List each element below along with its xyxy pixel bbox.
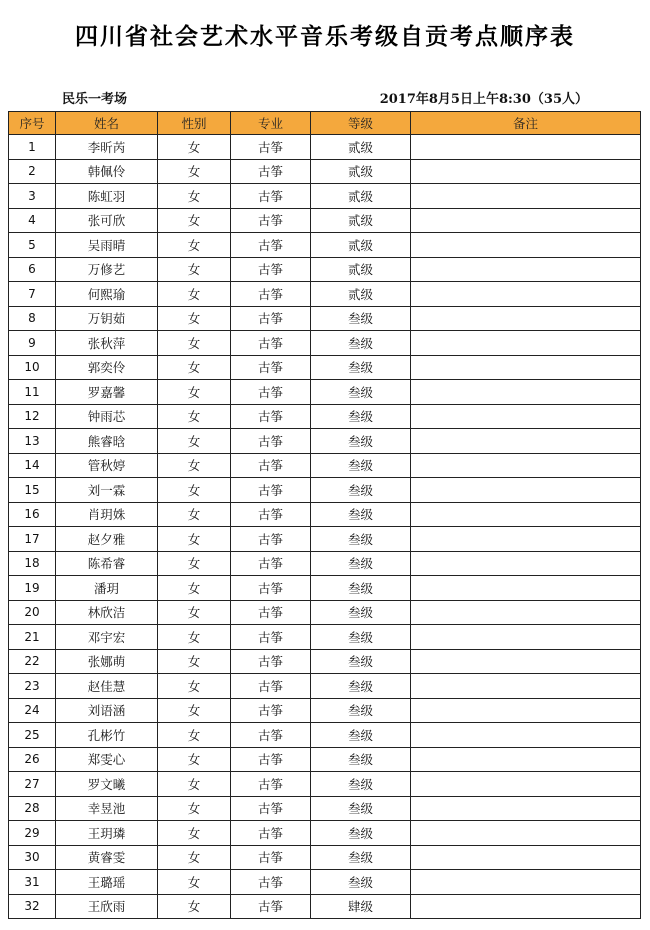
cell-grade: 叁级 xyxy=(311,723,411,748)
cell-number: 7 xyxy=(9,282,56,307)
table-row xyxy=(9,135,641,160)
table-row xyxy=(9,208,641,233)
cell-gender: 女 xyxy=(158,894,231,919)
roster-table xyxy=(8,111,641,919)
cell-gender: 女 xyxy=(158,306,231,331)
venue-label: 民乐一考场 xyxy=(62,92,128,107)
cell-major: 古筝 xyxy=(231,845,311,870)
cell-remarks xyxy=(411,894,641,919)
cell-number: 12 xyxy=(9,404,56,429)
cell-name: 林欣洁 xyxy=(56,600,158,625)
column-header-number: 序号 xyxy=(9,112,56,135)
cell-number: 6 xyxy=(9,257,56,282)
cell-major: 古筝 xyxy=(231,747,311,772)
cell-gender: 女 xyxy=(158,184,231,209)
table-row xyxy=(9,453,641,478)
cell-grade: 叁级 xyxy=(311,674,411,699)
cell-name: 张秋萍 xyxy=(56,331,158,356)
cell-name: 刘语涵 xyxy=(56,698,158,723)
table-row xyxy=(9,576,641,601)
cell-name: 王璐瑶 xyxy=(56,870,158,895)
cell-major: 古筝 xyxy=(231,796,311,821)
cell-grade: 叁级 xyxy=(311,453,411,478)
table-row xyxy=(9,870,641,895)
cell-major: 古筝 xyxy=(231,894,311,919)
cell-number: 28 xyxy=(9,796,56,821)
cell-gender: 女 xyxy=(158,478,231,503)
cell-number: 21 xyxy=(9,625,56,650)
cell-number: 31 xyxy=(9,870,56,895)
cell-name: 王欣雨 xyxy=(56,894,158,919)
cell-grade: 叁级 xyxy=(311,502,411,527)
cell-grade: 叁级 xyxy=(311,551,411,576)
cell-remarks xyxy=(411,551,641,576)
cell-remarks xyxy=(411,576,641,601)
cell-number: 11 xyxy=(9,380,56,405)
cell-gender: 女 xyxy=(158,159,231,184)
cell-major: 古筝 xyxy=(231,478,311,503)
cell-gender: 女 xyxy=(158,527,231,552)
cell-major: 古筝 xyxy=(231,674,311,699)
cell-name: 管秋婷 xyxy=(56,453,158,478)
cell-remarks xyxy=(411,870,641,895)
cell-major: 古筝 xyxy=(231,551,311,576)
table-row xyxy=(9,723,641,748)
cell-gender: 女 xyxy=(158,674,231,699)
table-row xyxy=(9,478,641,503)
cell-gender: 女 xyxy=(158,845,231,870)
cell-grade: 叁级 xyxy=(311,527,411,552)
cell-number: 19 xyxy=(9,576,56,601)
cell-grade: 叁级 xyxy=(311,698,411,723)
table-row xyxy=(9,233,641,258)
cell-gender: 女 xyxy=(158,649,231,674)
cell-major: 古筝 xyxy=(231,576,311,601)
cell-name: 陈虹羽 xyxy=(56,184,158,209)
cell-gender: 女 xyxy=(158,257,231,282)
cell-gender: 女 xyxy=(158,331,231,356)
cell-grade: 叁级 xyxy=(311,747,411,772)
table-row xyxy=(9,747,641,772)
cell-major: 古筝 xyxy=(231,723,311,748)
cell-number: 16 xyxy=(9,502,56,527)
cell-name: 万钥茹 xyxy=(56,306,158,331)
cell-remarks xyxy=(411,257,641,282)
cell-grade: 叁级 xyxy=(311,576,411,601)
cell-name: 李昕芮 xyxy=(56,135,158,160)
cell-grade: 叁级 xyxy=(311,625,411,650)
table-row xyxy=(9,845,641,870)
page-title: 四川省社会艺术水平音乐考级自贡考点顺序表 xyxy=(75,24,575,50)
cell-name: 张娜萌 xyxy=(56,649,158,674)
cell-number: 18 xyxy=(9,551,56,576)
cell-number: 22 xyxy=(9,649,56,674)
cell-major: 古筝 xyxy=(231,331,311,356)
cell-grade: 叁级 xyxy=(311,404,411,429)
cell-gender: 女 xyxy=(158,208,231,233)
cell-grade: 叁级 xyxy=(311,478,411,503)
cell-name: 陈希睿 xyxy=(56,551,158,576)
cell-number: 27 xyxy=(9,772,56,797)
cell-name: 吴雨晴 xyxy=(56,233,158,258)
cell-name: 潘玥 xyxy=(56,576,158,601)
cell-remarks xyxy=(411,600,641,625)
cell-number: 13 xyxy=(9,429,56,454)
cell-major: 古筝 xyxy=(231,159,311,184)
cell-name: 郑雯心 xyxy=(56,747,158,772)
table-row xyxy=(9,600,641,625)
cell-number: 20 xyxy=(9,600,56,625)
cell-grade: 贰级 xyxy=(311,184,411,209)
cell-gender: 女 xyxy=(158,576,231,601)
cell-remarks xyxy=(411,723,641,748)
cell-gender: 女 xyxy=(158,870,231,895)
cell-gender: 女 xyxy=(158,355,231,380)
cell-grade: 贰级 xyxy=(311,257,411,282)
cell-number: 25 xyxy=(9,723,56,748)
cell-major: 古筝 xyxy=(231,135,311,160)
cell-remarks xyxy=(411,135,641,160)
cell-remarks xyxy=(411,698,641,723)
cell-grade: 贰级 xyxy=(311,159,411,184)
cell-gender: 女 xyxy=(158,772,231,797)
cell-major: 古筝 xyxy=(231,208,311,233)
table-header-row xyxy=(9,112,641,135)
cell-remarks xyxy=(411,306,641,331)
cell-gender: 女 xyxy=(158,233,231,258)
cell-major: 古筝 xyxy=(231,257,311,282)
cell-name: 邓宇宏 xyxy=(56,625,158,650)
cell-grade: 叁级 xyxy=(311,649,411,674)
cell-remarks xyxy=(411,747,641,772)
table-row xyxy=(9,380,641,405)
cell-grade: 叁级 xyxy=(311,821,411,846)
cell-remarks xyxy=(411,355,641,380)
cell-major: 古筝 xyxy=(231,282,311,307)
cell-remarks xyxy=(411,429,641,454)
cell-name: 何熙瑜 xyxy=(56,282,158,307)
cell-name: 罗嘉馨 xyxy=(56,380,158,405)
column-header-major: 专业 xyxy=(231,112,311,135)
cell-major: 古筝 xyxy=(231,625,311,650)
cell-name: 钟雨芯 xyxy=(56,404,158,429)
cell-major: 古筝 xyxy=(231,306,311,331)
table-row xyxy=(9,674,641,699)
cell-number: 1 xyxy=(9,135,56,160)
table-row xyxy=(9,772,641,797)
table-row xyxy=(9,821,641,846)
cell-gender: 女 xyxy=(158,453,231,478)
cell-major: 古筝 xyxy=(231,233,311,258)
cell-remarks xyxy=(411,625,641,650)
cell-major: 古筝 xyxy=(231,821,311,846)
cell-number: 9 xyxy=(9,331,56,356)
cell-grade: 贰级 xyxy=(311,233,411,258)
cell-grade: 贰级 xyxy=(311,135,411,160)
cell-number: 10 xyxy=(9,355,56,380)
cell-gender: 女 xyxy=(158,600,231,625)
cell-remarks xyxy=(411,796,641,821)
cell-grade: 叁级 xyxy=(311,600,411,625)
cell-major: 古筝 xyxy=(231,184,311,209)
table-body xyxy=(9,135,641,919)
cell-name: 孔彬竹 xyxy=(56,723,158,748)
table-row xyxy=(9,184,641,209)
cell-remarks xyxy=(411,282,641,307)
table-row xyxy=(9,527,641,552)
cell-grade: 叁级 xyxy=(311,845,411,870)
cell-number: 2 xyxy=(9,159,56,184)
table-row xyxy=(9,625,641,650)
cell-major: 古筝 xyxy=(231,698,311,723)
cell-name: 韩佩伶 xyxy=(56,159,158,184)
cell-grade: 叁级 xyxy=(311,380,411,405)
cell-name: 刘一霖 xyxy=(56,478,158,503)
cell-gender: 女 xyxy=(158,551,231,576)
cell-major: 古筝 xyxy=(231,502,311,527)
cell-gender: 女 xyxy=(158,502,231,527)
cell-number: 24 xyxy=(9,698,56,723)
cell-number: 14 xyxy=(9,453,56,478)
table-row xyxy=(9,796,641,821)
cell-name: 王玥璘 xyxy=(56,821,158,846)
cell-remarks xyxy=(411,845,641,870)
cell-number: 8 xyxy=(9,306,56,331)
cell-name: 黄睿雯 xyxy=(56,845,158,870)
column-header-gender: 性别 xyxy=(158,112,231,135)
cell-gender: 女 xyxy=(158,380,231,405)
cell-gender: 女 xyxy=(158,723,231,748)
cell-major: 古筝 xyxy=(231,649,311,674)
cell-major: 古筝 xyxy=(231,429,311,454)
cell-remarks xyxy=(411,453,641,478)
table-row xyxy=(9,551,641,576)
cell-number: 26 xyxy=(9,747,56,772)
cell-name: 罗文曦 xyxy=(56,772,158,797)
cell-grade: 叁级 xyxy=(311,870,411,895)
cell-remarks xyxy=(411,233,641,258)
cell-gender: 女 xyxy=(158,747,231,772)
cell-remarks xyxy=(411,208,641,233)
table-row xyxy=(9,404,641,429)
cell-name: 郭奕伶 xyxy=(56,355,158,380)
cell-number: 17 xyxy=(9,527,56,552)
cell-grade: 叁级 xyxy=(311,331,411,356)
table-row xyxy=(9,282,641,307)
cell-gender: 女 xyxy=(158,429,231,454)
cell-name: 赵佳慧 xyxy=(56,674,158,699)
cell-major: 古筝 xyxy=(231,870,311,895)
cell-grade: 贰级 xyxy=(311,208,411,233)
cell-major: 古筝 xyxy=(231,355,311,380)
cell-gender: 女 xyxy=(158,698,231,723)
cell-number: 29 xyxy=(9,821,56,846)
cell-major: 古筝 xyxy=(231,404,311,429)
cell-remarks xyxy=(411,674,641,699)
cell-grade: 肆级 xyxy=(311,894,411,919)
table-row xyxy=(9,331,641,356)
cell-major: 古筝 xyxy=(231,600,311,625)
cell-gender: 女 xyxy=(158,404,231,429)
cell-remarks xyxy=(411,159,641,184)
cell-number: 32 xyxy=(9,894,56,919)
table-row xyxy=(9,894,641,919)
table-row xyxy=(9,649,641,674)
table-row xyxy=(9,502,641,527)
cell-number: 3 xyxy=(9,184,56,209)
cell-major: 古筝 xyxy=(231,772,311,797)
column-header-name: 姓名 xyxy=(56,112,158,135)
cell-gender: 女 xyxy=(158,821,231,846)
cell-remarks xyxy=(411,502,641,527)
cell-grade: 贰级 xyxy=(311,282,411,307)
cell-name: 幸昱池 xyxy=(56,796,158,821)
cell-number: 4 xyxy=(9,208,56,233)
cell-number: 5 xyxy=(9,233,56,258)
cell-remarks xyxy=(411,649,641,674)
cell-major: 古筝 xyxy=(231,380,311,405)
table-row xyxy=(9,257,641,282)
table-row xyxy=(9,306,641,331)
cell-name: 万修艺 xyxy=(56,257,158,282)
cell-remarks xyxy=(411,380,641,405)
schedule-label: 2017年8月5日上午8:30（35人） xyxy=(379,92,588,107)
cell-grade: 叁级 xyxy=(311,355,411,380)
cell-number: 30 xyxy=(9,845,56,870)
table-row xyxy=(9,698,641,723)
cell-name: 熊睿晗 xyxy=(56,429,158,454)
cell-major: 古筝 xyxy=(231,527,311,552)
cell-gender: 女 xyxy=(158,282,231,307)
cell-grade: 叁级 xyxy=(311,772,411,797)
table-row xyxy=(9,159,641,184)
cell-name: 肖玥姝 xyxy=(56,502,158,527)
cell-remarks xyxy=(411,821,641,846)
cell-number: 15 xyxy=(9,478,56,503)
cell-name: 张可欣 xyxy=(56,208,158,233)
cell-grade: 叁级 xyxy=(311,306,411,331)
cell-gender: 女 xyxy=(158,625,231,650)
cell-remarks xyxy=(411,527,641,552)
cell-grade: 叁级 xyxy=(311,796,411,821)
table-row xyxy=(9,429,641,454)
cell-remarks xyxy=(411,772,641,797)
table-row xyxy=(9,355,641,380)
cell-major: 古筝 xyxy=(231,453,311,478)
cell-grade: 叁级 xyxy=(311,429,411,454)
cell-gender: 女 xyxy=(158,796,231,821)
cell-remarks xyxy=(411,404,641,429)
column-header-grade: 等级 xyxy=(311,112,411,135)
column-header-remarks: 备注 xyxy=(411,112,641,135)
cell-name: 赵夕雅 xyxy=(56,527,158,552)
cell-number: 23 xyxy=(9,674,56,699)
cell-remarks xyxy=(411,478,641,503)
cell-remarks xyxy=(411,331,641,356)
cell-gender: 女 xyxy=(158,135,231,160)
cell-remarks xyxy=(411,184,641,209)
